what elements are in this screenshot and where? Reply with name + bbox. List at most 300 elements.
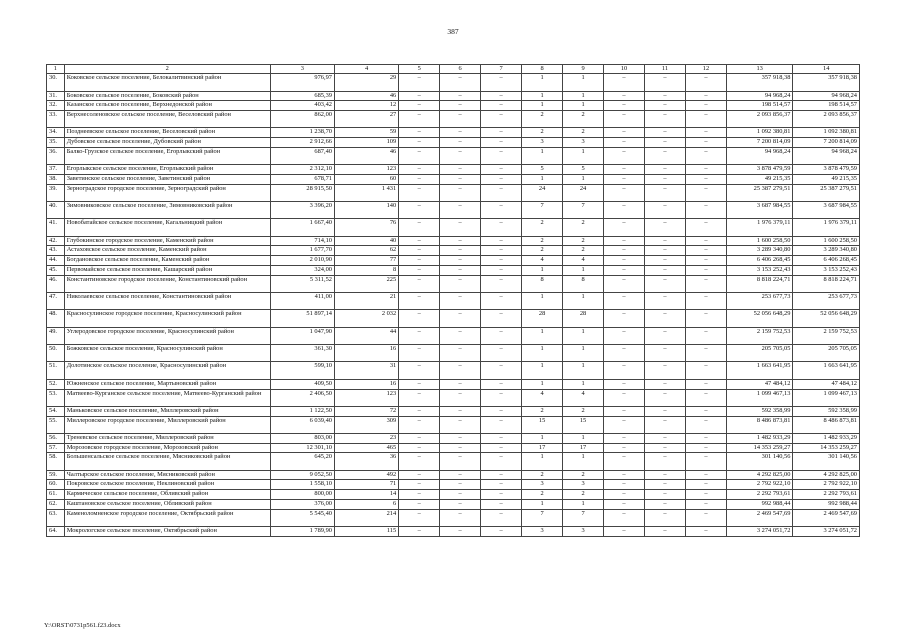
value-cell: – — [481, 327, 522, 344]
value-cell: – — [481, 490, 522, 500]
value-cell: – — [685, 362, 726, 379]
value-cell: 862,00 — [270, 111, 334, 128]
value-cell: 14 — [334, 490, 398, 500]
value-cell: – — [685, 246, 726, 256]
value-cell: – — [604, 453, 645, 470]
table-row — [47, 327, 860, 344]
value-cell: 992 988,44 — [793, 499, 860, 509]
value-cell: 3 396,20 — [270, 201, 334, 218]
value-cell: 599,10 — [270, 362, 334, 379]
table-row — [47, 165, 860, 175]
value-cell: 1 667,40 — [270, 219, 334, 236]
value-cell: – — [399, 509, 440, 526]
value-cell: – — [481, 138, 522, 148]
value-cell: – — [481, 406, 522, 416]
value-cell: 14 353 259,27 — [793, 443, 860, 453]
value-cell: – — [604, 327, 645, 344]
value-cell: – — [399, 327, 440, 344]
value-cell: – — [481, 219, 522, 236]
settlement-name-cell: Дубовское сельское поселение, Дубовский район — [64, 138, 270, 148]
value-cell: 1 — [522, 292, 563, 309]
value-cell: 2 — [522, 470, 563, 480]
value-cell: 3 687 984,55 — [726, 201, 792, 218]
value-cell: – — [440, 416, 481, 433]
row-number-cell: 49. — [47, 327, 65, 344]
value-cell: – — [685, 219, 726, 236]
value-cell: 205 705,05 — [793, 345, 860, 362]
value-cell: 44 — [334, 327, 398, 344]
value-cell: 409,50 — [270, 379, 334, 389]
value-cell: 1 092 380,81 — [726, 128, 792, 138]
value-cell: 1 099 467,13 — [793, 389, 860, 406]
value-cell: 253 677,73 — [726, 292, 792, 309]
value-cell: – — [685, 101, 726, 111]
value-cell: 1 — [563, 345, 604, 362]
value-cell: 1 — [522, 174, 563, 184]
value-cell: – — [604, 480, 645, 490]
value-cell: 51 897,14 — [270, 310, 334, 327]
value-cell: – — [399, 138, 440, 148]
value-cell: – — [645, 416, 686, 433]
settlement-name-cell: Кармическое сельское поселение, Обливский район — [64, 490, 270, 500]
value-cell: – — [399, 101, 440, 111]
value-cell: – — [604, 310, 645, 327]
value-cell: 357 918,38 — [726, 74, 792, 91]
value-cell: 1 092 380,81 — [793, 128, 860, 138]
value-cell: – — [685, 443, 726, 453]
value-cell: 1 976 379,11 — [793, 219, 860, 236]
settlement-name-cell: Чалтырское сельское поселение, Мясниковский район — [64, 470, 270, 480]
value-cell: – — [604, 509, 645, 526]
value-cell: – — [604, 111, 645, 128]
value-cell: – — [685, 174, 726, 184]
value-cell: 1 099 467,13 — [726, 389, 792, 406]
value-cell: 109 — [334, 138, 398, 148]
value-cell: – — [399, 265, 440, 275]
value-cell: 4 — [563, 389, 604, 406]
column-number-cell: 3 — [270, 65, 334, 74]
value-cell: – — [440, 362, 481, 379]
value-cell: 1 — [522, 101, 563, 111]
value-cell: 2 — [522, 406, 563, 416]
value-cell: – — [645, 246, 686, 256]
value-cell: – — [685, 470, 726, 480]
value-cell: 6 — [334, 499, 398, 509]
value-cell: 7 — [563, 509, 604, 526]
data-table — [46, 64, 860, 537]
value-cell: 1 663 641,95 — [726, 362, 792, 379]
value-cell: – — [685, 526, 726, 536]
row-number-cell: 45. — [47, 265, 65, 275]
value-cell: – — [481, 509, 522, 526]
settlement-name-cell: Позднеевское сельское поселение, Веселовский район — [64, 128, 270, 138]
table-row — [47, 201, 860, 218]
row-number-cell: 47. — [47, 292, 65, 309]
value-cell: – — [604, 434, 645, 444]
value-cell: – — [399, 379, 440, 389]
value-cell: 2 292 793,61 — [793, 490, 860, 500]
value-cell: – — [440, 526, 481, 536]
value-cell: 1 122,50 — [270, 406, 334, 416]
value-cell: 1 238,70 — [270, 128, 334, 138]
value-cell: 592 358,99 — [793, 406, 860, 416]
settlement-name-cell: Казанское сельское поселение, Верхнедонской район — [64, 101, 270, 111]
row-number-cell: 30. — [47, 74, 65, 91]
value-cell: 3 687 984,55 — [793, 201, 860, 218]
value-cell: – — [440, 389, 481, 406]
value-cell: 992 988,44 — [726, 499, 792, 509]
value-cell: 76 — [334, 219, 398, 236]
value-cell: – — [645, 236, 686, 246]
value-cell: – — [399, 256, 440, 266]
value-cell: – — [481, 480, 522, 490]
value-cell: 2 — [522, 246, 563, 256]
value-cell: 2 — [522, 219, 563, 236]
table-row — [47, 470, 860, 480]
value-cell: – — [604, 499, 645, 509]
value-cell: 46 — [334, 91, 398, 101]
value-cell: – — [440, 147, 481, 164]
value-cell: – — [604, 470, 645, 480]
value-cell: – — [645, 91, 686, 101]
value-cell: 3 274 051,72 — [726, 526, 792, 536]
value-cell: – — [481, 101, 522, 111]
value-cell: 1 — [563, 74, 604, 91]
value-cell: 1 — [563, 265, 604, 275]
value-cell: – — [645, 138, 686, 148]
row-number-cell: 42. — [47, 236, 65, 246]
value-cell: 1 — [522, 91, 563, 101]
row-number-cell: 51. — [47, 362, 65, 379]
value-cell: 3 878 479,59 — [793, 165, 860, 175]
value-cell: 465 — [334, 443, 398, 453]
table-row — [47, 128, 860, 138]
column-number-cell: 1 — [47, 65, 65, 74]
row-number-cell: 56. — [47, 434, 65, 444]
settlement-name-cell: Долотинское сельское поселение, Красносулинский район — [64, 362, 270, 379]
row-number-cell: 36. — [47, 147, 65, 164]
value-cell: 5 311,52 — [270, 275, 334, 292]
value-cell: 31 — [334, 362, 398, 379]
settlement-name-cell: Астаховское сельское поселение, Каменский район — [64, 246, 270, 256]
settlement-name-cell: Матвеево-Курганское сельское поселение, Матвеево-Курганский район — [64, 389, 270, 406]
value-cell: 1 600 258,50 — [793, 236, 860, 246]
settlement-name-cell: Заветинское сельское поселение, Заветинский район — [64, 174, 270, 184]
value-cell: 645,20 — [270, 453, 334, 470]
table-row — [47, 480, 860, 490]
value-cell: – — [604, 406, 645, 416]
value-cell: 1 — [563, 434, 604, 444]
value-cell: 592 358,99 — [726, 406, 792, 416]
column-number-cell: 11 — [645, 65, 686, 74]
value-cell: – — [481, 292, 522, 309]
value-cell: – — [399, 219, 440, 236]
table-row — [47, 406, 860, 416]
value-cell: 800,00 — [270, 490, 334, 500]
value-cell: – — [440, 246, 481, 256]
value-cell: 2 — [563, 236, 604, 246]
row-number-cell: 52. — [47, 379, 65, 389]
value-cell: 4 — [522, 256, 563, 266]
value-cell: – — [399, 453, 440, 470]
table-row — [47, 434, 860, 444]
value-cell: – — [481, 379, 522, 389]
value-cell: – — [604, 275, 645, 292]
column-number-cell: 10 — [604, 65, 645, 74]
value-cell: 2 — [563, 219, 604, 236]
value-cell: – — [645, 490, 686, 500]
value-cell: – — [399, 174, 440, 184]
value-cell: – — [440, 91, 481, 101]
row-number-cell: 58. — [47, 453, 65, 470]
value-cell: – — [399, 490, 440, 500]
settlement-name-cell: Большенсальское сельское поселение, Мясниковский район — [64, 453, 270, 470]
value-cell: 14 353 259,27 — [726, 443, 792, 453]
value-cell: 17 — [522, 443, 563, 453]
value-cell: 24 — [522, 184, 563, 201]
value-cell: 2 093 856,37 — [793, 111, 860, 128]
value-cell: – — [481, 246, 522, 256]
column-number-cell: 4 — [334, 65, 398, 74]
value-cell: 2 792 922,10 — [793, 480, 860, 490]
value-cell: 15 — [522, 416, 563, 433]
value-cell: 2 — [563, 490, 604, 500]
value-cell: – — [604, 147, 645, 164]
table-row — [47, 101, 860, 111]
row-number-cell: 41. — [47, 219, 65, 236]
value-cell: – — [645, 128, 686, 138]
value-cell: – — [604, 74, 645, 91]
value-cell: – — [645, 470, 686, 480]
value-cell: – — [399, 292, 440, 309]
value-cell: 1 — [522, 379, 563, 389]
value-cell: – — [481, 165, 522, 175]
footer-file-path: Y:\ORST\0731p561.f23.docx — [44, 622, 121, 629]
value-cell: 6 406 268,45 — [726, 256, 792, 266]
value-cell: 8 486 873,81 — [726, 416, 792, 433]
value-cell: 7 — [563, 201, 604, 218]
value-cell: 94 968,24 — [793, 91, 860, 101]
value-cell: – — [481, 443, 522, 453]
value-cell: – — [685, 434, 726, 444]
table-row — [47, 509, 860, 526]
settlement-name-cell: Боковское сельское поселение, Боковский район — [64, 91, 270, 101]
table-header-row — [47, 65, 860, 74]
value-cell: 40 — [334, 236, 398, 246]
value-cell: – — [685, 389, 726, 406]
value-cell: – — [685, 74, 726, 91]
table-row — [47, 490, 860, 500]
value-cell: 2 010,90 — [270, 256, 334, 266]
value-cell: – — [399, 91, 440, 101]
value-cell: – — [481, 265, 522, 275]
row-number-cell: 60. — [47, 480, 65, 490]
value-cell: 1 600 258,50 — [726, 236, 792, 246]
value-cell: – — [604, 362, 645, 379]
value-cell: 3 — [522, 138, 563, 148]
value-cell: 714,10 — [270, 236, 334, 246]
value-cell: 29 — [334, 74, 398, 91]
value-cell: 21 — [334, 292, 398, 309]
value-cell: 2 — [522, 236, 563, 246]
value-cell: – — [481, 174, 522, 184]
value-cell: – — [604, 128, 645, 138]
value-cell: – — [645, 406, 686, 416]
value-cell: 3 — [563, 138, 604, 148]
value-cell: 803,00 — [270, 434, 334, 444]
value-cell: – — [481, 111, 522, 128]
value-cell: – — [440, 101, 481, 111]
value-cell: – — [604, 201, 645, 218]
value-cell: – — [440, 138, 481, 148]
settlement-name-cell: Каменоломненское городское поселение, Октябрьский район — [64, 509, 270, 526]
value-cell: 2 159 752,53 — [793, 327, 860, 344]
row-number-cell: 46. — [47, 275, 65, 292]
column-number-cell: 14 — [793, 65, 860, 74]
value-cell: – — [645, 201, 686, 218]
table-row — [47, 499, 860, 509]
value-cell: – — [399, 236, 440, 246]
value-cell: – — [399, 201, 440, 218]
value-cell: 24 — [563, 184, 604, 201]
value-cell: – — [481, 74, 522, 91]
row-number-cell: 50. — [47, 345, 65, 362]
value-cell: – — [440, 443, 481, 453]
value-cell: 8 — [334, 265, 398, 275]
value-cell: – — [440, 201, 481, 218]
table-row — [47, 246, 860, 256]
value-cell: 3 — [522, 480, 563, 490]
value-cell: 94 968,24 — [793, 147, 860, 164]
value-cell: 1 — [563, 91, 604, 101]
value-cell: – — [440, 470, 481, 480]
settlement-name-cell: Миллеровское городское поселение, Миллеровский район — [64, 416, 270, 433]
value-cell: 361,30 — [270, 345, 334, 362]
value-cell: – — [481, 184, 522, 201]
settlement-name-cell: Каштановское сельское поселение, Обливский район — [64, 499, 270, 509]
value-cell: – — [399, 389, 440, 406]
value-cell: 94 968,24 — [726, 147, 792, 164]
value-cell: 94 968,24 — [726, 91, 792, 101]
value-cell: – — [604, 219, 645, 236]
row-number-cell: 55. — [47, 416, 65, 433]
value-cell: 2 312,10 — [270, 165, 334, 175]
table-row — [47, 138, 860, 148]
value-cell: – — [685, 345, 726, 362]
table-row — [47, 236, 860, 246]
value-cell: 17 — [563, 443, 604, 453]
value-cell: – — [604, 379, 645, 389]
table-row — [47, 345, 860, 362]
value-cell: – — [481, 147, 522, 164]
value-cell: 15 — [563, 416, 604, 433]
value-cell: 2 792 922,10 — [726, 480, 792, 490]
value-cell: – — [481, 389, 522, 406]
settlement-name-cell: Богдановское сельское поселение, Каменский район — [64, 256, 270, 266]
value-cell: 3 153 252,43 — [793, 265, 860, 275]
table-row — [47, 379, 860, 389]
value-cell: – — [604, 292, 645, 309]
value-cell: – — [399, 246, 440, 256]
value-cell: – — [685, 147, 726, 164]
value-cell: – — [645, 509, 686, 526]
value-cell: 678,71 — [270, 174, 334, 184]
settlement-name-cell: Треневское сельское поселение, Миллеровский район — [64, 434, 270, 444]
page-number: 387 — [447, 27, 459, 36]
value-cell: – — [685, 256, 726, 266]
value-cell: 1 — [522, 499, 563, 509]
table-row — [47, 389, 860, 406]
value-cell: 357 918,38 — [793, 74, 860, 91]
value-cell: – — [645, 526, 686, 536]
settlement-name-cell: Морозовское городское поселение, Морозовский район — [64, 443, 270, 453]
value-cell: 225 — [334, 275, 398, 292]
value-cell: – — [481, 345, 522, 362]
column-number-cell: 7 — [481, 65, 522, 74]
value-cell: 28 915,50 — [270, 184, 334, 201]
value-cell: – — [481, 499, 522, 509]
value-cell: 1 — [522, 265, 563, 275]
value-cell: 7 200 814,09 — [726, 138, 792, 148]
value-cell: 376,00 — [270, 499, 334, 509]
row-number-cell: 38. — [47, 174, 65, 184]
value-cell: 12 — [334, 101, 398, 111]
value-cell: 8 486 873,81 — [793, 416, 860, 433]
value-cell: – — [604, 165, 645, 175]
table-row — [47, 74, 860, 91]
value-cell: 28 — [563, 310, 604, 327]
value-cell: 52 056 648,29 — [726, 310, 792, 327]
settlement-name-cell: Покровское сельское поселение, Неклиновский район — [64, 480, 270, 490]
row-number-cell: 32. — [47, 101, 65, 111]
column-number-cell: 5 — [399, 65, 440, 74]
value-cell: – — [685, 327, 726, 344]
value-cell: 47 484,12 — [793, 379, 860, 389]
value-cell: – — [481, 470, 522, 480]
value-cell: 1 677,70 — [270, 246, 334, 256]
value-cell: 2 — [563, 111, 604, 128]
value-cell: – — [399, 434, 440, 444]
column-number-cell: 13 — [726, 65, 792, 74]
value-cell: 2 — [522, 111, 563, 128]
value-cell: 1 663 641,95 — [793, 362, 860, 379]
value-cell: 36 — [334, 453, 398, 470]
row-number-cell: 54. — [47, 406, 65, 416]
value-cell: 9 052,50 — [270, 470, 334, 480]
value-cell: – — [399, 310, 440, 327]
value-cell: 685,39 — [270, 91, 334, 101]
row-number-cell: 57. — [47, 443, 65, 453]
table-row — [47, 453, 860, 470]
value-cell: 1 — [522, 345, 563, 362]
value-cell: – — [440, 128, 481, 138]
value-cell: – — [685, 236, 726, 246]
row-number-cell: 64. — [47, 526, 65, 536]
row-number-cell: 44. — [47, 256, 65, 266]
value-cell: – — [440, 292, 481, 309]
value-cell: – — [685, 292, 726, 309]
value-cell: – — [440, 265, 481, 275]
value-cell: 324,00 — [270, 265, 334, 275]
value-cell: – — [440, 236, 481, 246]
value-cell: – — [440, 434, 481, 444]
value-cell: 47 484,12 — [726, 379, 792, 389]
value-cell: – — [645, 379, 686, 389]
value-cell: – — [604, 443, 645, 453]
value-cell: – — [440, 184, 481, 201]
value-cell: – — [685, 490, 726, 500]
value-cell: 71 — [334, 480, 398, 490]
